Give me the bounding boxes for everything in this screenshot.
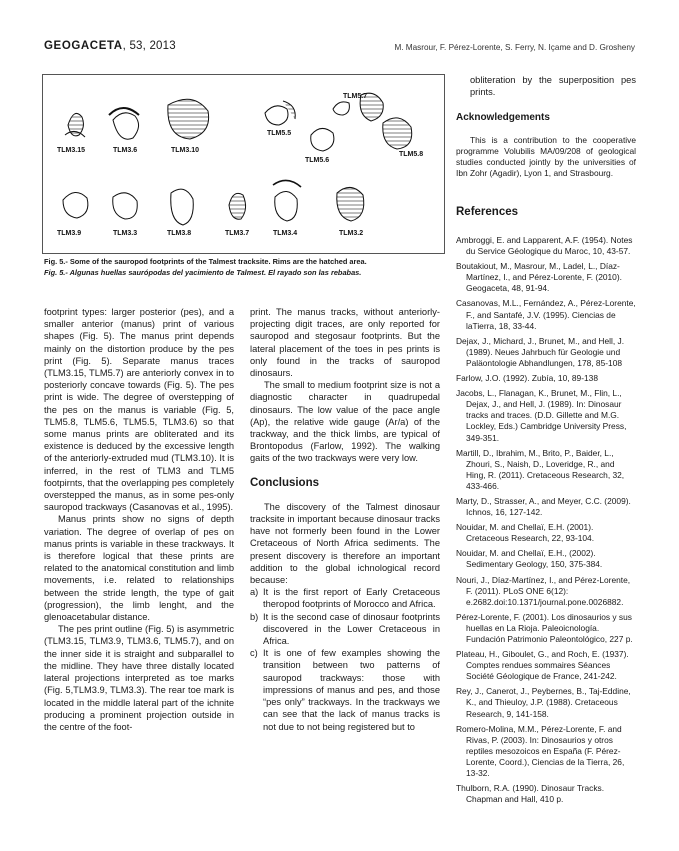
footprint-tlm5-5	[265, 106, 288, 125]
reference-item: Ambroggi, E. and Lapparent, A.F. (1954). Notes du Service Géologique du Maroc, 10, 43-57.	[456, 235, 633, 257]
footprint-tlm3-6	[113, 113, 139, 139]
paragraph: The small to medium footprint size is not a diagnostic character in quadrupedal dinosaurs. The low value of the pace angle (Ap), the relative wide gauge (Ar/a) of the trackway, and the thick limbs, are typical of Brontopodus (Farlow, 1992). The walking gaits of the two trackways were very low.	[250, 380, 440, 464]
list-item	[250, 586, 440, 610]
figure-caption-spanish: Fig. 5.- Algunas huellas saurópodas del yacimiento de Talmest. El rayado son las rebabas.	[44, 268, 362, 277]
footprint-drawings	[43, 75, 444, 253]
label-tlm3-8: TLM3.8	[167, 230, 192, 237]
footprint-tlm5-8	[383, 118, 412, 149]
reference-item: Boutakiout, M., Masrour, M., Ladel, L., Díaz-Martínez, I., and Pérez-Lorente, F. (2010). Geogaceta, 48, 91-94.	[456, 261, 622, 294]
reference-item: Thulborn, R.A. (1990). Dinosaur Tracks. Chapman and Hall, 410 p.	[456, 783, 605, 805]
paragraph: print. The manus tracks, without anteriorly-projecting digit traces, are only reported for sauropod and stegosaur footprints. But the lateral placement of the toes in pes prints is only found in the tracks of sauropod dinosaurs.	[250, 307, 440, 379]
footprint-tlm3-8	[171, 189, 194, 225]
paragraph: The pes print outline (Fig. 5) is asymmetric (TLM3.15, TLM3.9, TLM3.6, TLM5.7), and on the inner side it is straight and subparallel to the midline. They have three distally located lateral projections interpreted as toe marks (Fig. 5,TLM3.9, TLM3.3). The rear toe mark is located in the middle lateral part of the ichnite producing a prominent projection outside in the centre of the foot-	[44, 624, 234, 732]
footprint-tlm3-10	[168, 99, 209, 139]
label-tlm5-7: TLM5.7	[343, 93, 368, 100]
list-item	[250, 611, 440, 648]
reference-item: Romero-Molina, M.M., Pérez-Lorente, F. and Rivas, P. (2003). In: Dinosaurios y otros reptiles mesozoicos en España (F. Pérez-Lorente, Coord.), Ciencias de la Tierra, 26, 13-32.	[456, 723, 625, 779]
figure-caption-english: Fig. 5.- Some of the sauropod footprints of the Talmest tracksite. Rims are the hatched area.	[44, 257, 367, 266]
list-label: b)	[250, 611, 259, 622]
figure-5	[42, 74, 445, 254]
label-tlm3-7: TLM3.7	[225, 230, 250, 237]
reference-item: Casanovas, M.L., Fernández, A., Pérez-Lorente, F., and Santafé, J.V. (1995). Ciencias de laTierra, 18, 33-44.	[456, 298, 636, 331]
footprint-tlm5-6	[311, 128, 334, 151]
reference-item: Jacobs, L., Flanagan, K., Brunet, M., Flin, L., Dejax, J., and Hell, J. (1989). In: Dinosaur tracks and traces. (D.D. Gillette and M.G. Lockley, Eds.) Cambridge University Press, 349-351.	[456, 388, 627, 443]
label-tlm3-3: TLM3.3	[113, 230, 138, 237]
section-heading-conclusions: Conclusions	[250, 476, 320, 489]
paragraph: obliteration by the superposition pes prints.	[470, 75, 636, 98]
section-heading-acknowledgements: Acknowledgements	[456, 112, 550, 124]
acknowledgements-text: This is a contribution to the cooperative programme Volubilis MA/09/208 of geological studies conducted jointly by the universities of Ibn Zohr (Agadir), Lyon 1, and Strasbourg.	[456, 134, 636, 178]
reference-item: Nouidar, M. and Chellaï, E.H., (2002). Sedimentary Geology, 150, 375-384.	[456, 548, 603, 570]
list-text: It is the second case of dinosaur footprints discovered in the Lower Cretaceous in Africa.	[263, 611, 440, 647]
list-text: It is one of few examples showing the transition between two patterns of sauropod trackways: those with impressions of manus and pes, and those “pes only” trackways. In the trackways we can see that the lack of manus tracks is not due to not being registered but to	[263, 648, 440, 732]
running-header	[44, 40, 176, 52]
paragraph: The discovery of the Talmest dinosaur tracksite in important because dinosaur tracks have not formerly been found in the Lower Cretaceous of North Africa sediments. The present discovery is therefore an important addition to the global ichnological record because:	[250, 501, 440, 586]
references-list	[456, 235, 636, 809]
issue-info: , 53, 2013	[122, 40, 176, 52]
label-tlm3-10: TLM3.10	[171, 147, 200, 154]
label-tlm3-15: TLM3.15	[57, 147, 86, 154]
list-item	[250, 647, 440, 732]
label-tlm5-6: TLM5.6	[305, 157, 330, 164]
list-label: c)	[250, 648, 258, 659]
reference-item: Nouri, J., Díaz-Martínez, I., and Pérez-Lorente, F. (2011). PLoS ONE 6(12): e.2682.doi:10.1371/journal.pone.0026882.	[456, 574, 631, 607]
footprint-tlm3-4	[275, 191, 298, 221]
label-tlm3-2: TLM3.2	[339, 230, 364, 237]
footprint-tlm3-2	[337, 187, 364, 221]
label-tlm5-5: TLM5.5	[267, 130, 292, 137]
footprint-tlm3-9	[63, 192, 88, 218]
paragraph: footprint types: larger posterior (pes), and a smaller anterior (manus) print of various shapes (Fig. 5). The manus print depends mainly on the distortion produce by the pes print (Fig. 5). Separate manus traces (TLM3.15, TLM5.7) are anteriorly convex in to posteriorly concave towards (Fig. 5). The pes print is wide. The degree of overstepping of the pes on the manus is variable (Fig. 5, TLM5.8, TLM5.6, TLM5.5, TLM3.6) so that some manus prints are obliterated and its existence is deduced by the excessive length of the anteriorly-extruded mud (TLM3.10). It is inferred, in the rest of TLM3 and TLM5 footpirnts, that the overlapping pes completely overstepped the manus, as in some pes-only sauropod trackways (Casanovas et al., 1995).	[44, 307, 234, 513]
footprint-tlm5-7	[333, 102, 349, 115]
reference-item: Farlow, J.O. (1992). Zubía, 10, 89-138	[456, 373, 598, 384]
label-tlm5-8: TLM5.8	[399, 151, 424, 158]
paragraph: Manus prints show no signs of depth variation. The degree of overlap of pes on manus prints is variable in these trackways. It is therefore logical that these prints are related to the anatomical constitution and limb movements, i.e. related to relationships between the stride length, the type of gait (progression), the limb lenght, and the glenoacetabular distance.	[44, 514, 234, 623]
reference-item: Dejax, J., Michard, J., Brunet, M., and Hell, J. (1989). Neues Jahrbuch für Geologie und Paläontologie Abhandlungen, 178, 85-108	[456, 335, 625, 368]
label-tlm3-4: TLM3.4	[273, 230, 298, 237]
reference-item: Plateau, H., Giboulet, G., and Roch, E. (1937). Comptes rendues sommaires Séances Société Géologique de France, 241-242.	[456, 649, 629, 682]
list-label: a)	[250, 587, 259, 598]
reference-item: Marty, D., Strasser, A., and Meyer, C.C. (2009). Ichnos, 16, 127-142.	[456, 495, 631, 518]
list-text: It is the first report of Early Cretaceous theropod footprints of Morocco and Africa.	[263, 587, 440, 610]
authors-header: M. Masrour, F. Pérez-Lorente, S. Ferry, N. Içame and D. Grosheny	[394, 43, 635, 52]
reference-item: Nouidar, M. and Chellaï, E.H. (2001). Cretaceous Research, 22, 93-104.	[456, 522, 595, 544]
label-tlm3-9: TLM3.9	[57, 230, 82, 237]
reference-item: Martill, D., Ibrahim, M., Brito, P., Baider, L., Zhouri, S., Naish, D., Loveridge, R., and Hing, R. (2011). Cretaceous Research, 32, 433-466.	[456, 447, 625, 491]
footprint-tlm3-3	[113, 193, 138, 219]
reference-item: Rey, J., Canerot, J., Peybernes, B., Taj-Eddine, K., and Thieuloy, J.P. (1988). Cretaceous Research, 9, 141-158.	[456, 686, 631, 719]
label-tlm3-6: TLM3.6	[113, 147, 138, 154]
journal-name: GEOGACETA	[44, 40, 123, 52]
footprint-tlm3-7	[229, 193, 246, 219]
section-heading-references: References	[456, 206, 519, 218]
column-2	[250, 306, 440, 733]
column-3	[456, 74, 636, 179]
column-1	[44, 306, 234, 733]
reference-item: Pérez-Lorente, F. (2001). Los dinosaurios y sus huellas en La Rioja. Paleoicnología. Fundación Patrimonio Paleontológico, 227 p.	[456, 611, 633, 644]
